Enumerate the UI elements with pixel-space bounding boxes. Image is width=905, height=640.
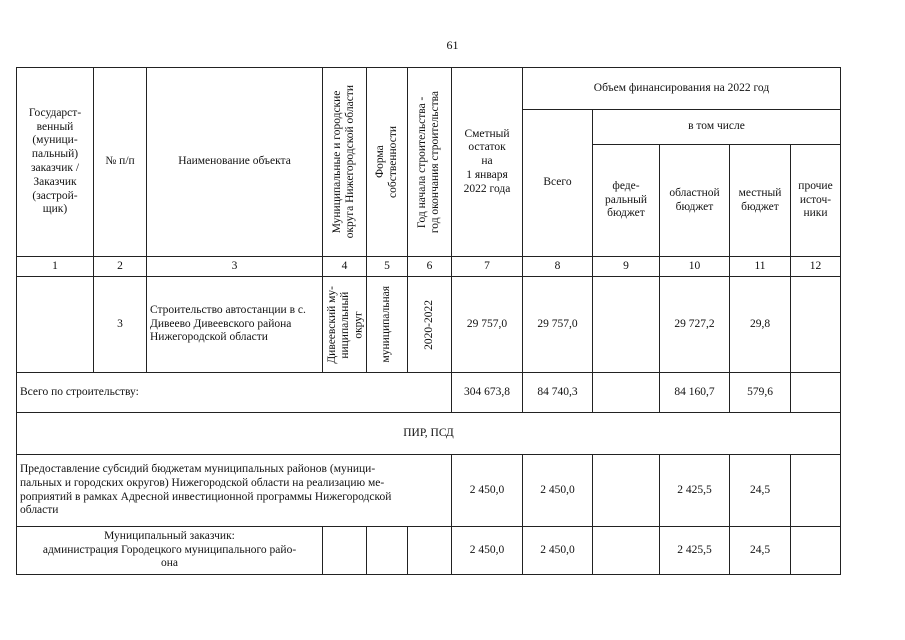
header-total: Всего xyxy=(523,110,593,257)
column-number: 10 xyxy=(660,257,730,277)
column-number: 11 xyxy=(730,257,791,277)
customer-total: 2 450,0 xyxy=(523,527,593,575)
header-regional: областной бюджет xyxy=(660,145,730,257)
header-number: № п/п xyxy=(94,68,147,257)
customer-local: 24,5 xyxy=(730,527,791,575)
page-number: 61 xyxy=(446,38,459,52)
construction-total-total: 84 740,3 xyxy=(523,373,593,413)
column-number-row xyxy=(17,257,841,277)
row-customer-cell xyxy=(17,277,94,373)
customer-district xyxy=(323,527,367,575)
subsidy-federal xyxy=(593,455,660,527)
header-district: Муниципальные и городские округа Нижегородской области xyxy=(323,68,367,257)
column-number: 1 xyxy=(17,257,94,277)
header-ownership: Форма собственности xyxy=(367,68,408,257)
header-other: прочие источ- ники xyxy=(791,145,841,257)
row-object-name: Строительство автостанции в с. Дивеево Дивеевского района Нижегородской области xyxy=(147,277,323,373)
table-row xyxy=(17,277,841,373)
subsidy-total: 2 450,0 xyxy=(523,455,593,527)
customer-other xyxy=(791,527,841,575)
column-number: 7 xyxy=(452,257,523,277)
construction-total-label: Всего по строительству: xyxy=(17,373,452,413)
subsidy-estimate: 2 450,0 xyxy=(452,455,523,527)
column-number: 12 xyxy=(791,257,841,277)
construction-total-local: 579,6 xyxy=(730,373,791,413)
construction-total-row xyxy=(17,373,841,413)
column-number: 6 xyxy=(408,257,452,277)
column-number: 4 xyxy=(323,257,367,277)
financing-table xyxy=(16,67,841,575)
column-number: 9 xyxy=(593,257,660,277)
subsidy-text: Предоставление субсидий бюджетам муниципальных районов (муници- пальных и городских округов) Нижегородской области на реализацию ме- роприятий в рамках Адресной инвестиционной программы Нижегородской области xyxy=(17,455,452,527)
section-title: ПИР, ПСД xyxy=(17,413,841,455)
header-customer: Государст- венный (муници- пальный) заказчик / Заказчик (застрой- щик) xyxy=(17,68,94,257)
construction-total-other xyxy=(791,373,841,413)
subsidy-local: 24,5 xyxy=(730,455,791,527)
customer-federal xyxy=(593,527,660,575)
row-estimate: 29 757,0 xyxy=(452,277,523,373)
customer-regional: 2 425,5 xyxy=(660,527,730,575)
header-estimate: Сметный остаток на 1 января 2022 года xyxy=(452,68,523,257)
header-funding-title: Объем финансирования на 2022 год xyxy=(523,68,841,110)
header-object-name: Наименование объекта xyxy=(147,68,323,257)
column-number: 3 xyxy=(147,257,323,277)
subsidy-other xyxy=(791,455,841,527)
customer-row xyxy=(17,527,841,575)
row-years: 2020-2022 xyxy=(408,277,452,373)
subsidy-row xyxy=(17,455,841,527)
construction-total-federal xyxy=(593,373,660,413)
row-federal xyxy=(593,277,660,373)
subsidy-regional: 2 425,5 xyxy=(660,455,730,527)
header-federal: феде- ральный бюджет xyxy=(593,145,660,257)
header-years: Год начала строительства - год окончания строительства xyxy=(408,68,452,257)
row-other xyxy=(791,277,841,373)
customer-text: Муниципальный заказчик: администрация Городецкого муниципального райо- она xyxy=(17,527,323,575)
column-number: 8 xyxy=(523,257,593,277)
customer-ownership xyxy=(367,527,408,575)
construction-total-estimate: 304 673,8 xyxy=(452,373,523,413)
column-number: 5 xyxy=(367,257,408,277)
row-number: 3 xyxy=(94,277,147,373)
customer-estimate: 2 450,0 xyxy=(452,527,523,575)
column-number: 2 xyxy=(94,257,147,277)
row-district: Дивеевский му- ниципальный округ xyxy=(323,277,367,373)
customer-years xyxy=(408,527,452,575)
construction-total-regional: 84 160,7 xyxy=(660,373,730,413)
section-row xyxy=(17,413,841,455)
row-total: 29 757,0 xyxy=(523,277,593,373)
row-ownership: муниципальная xyxy=(367,277,408,373)
row-local: 29,8 xyxy=(730,277,791,373)
header-local: местный бюджет xyxy=(730,145,791,257)
header-including: в том числе xyxy=(593,110,841,145)
row-regional: 29 727,2 xyxy=(660,277,730,373)
